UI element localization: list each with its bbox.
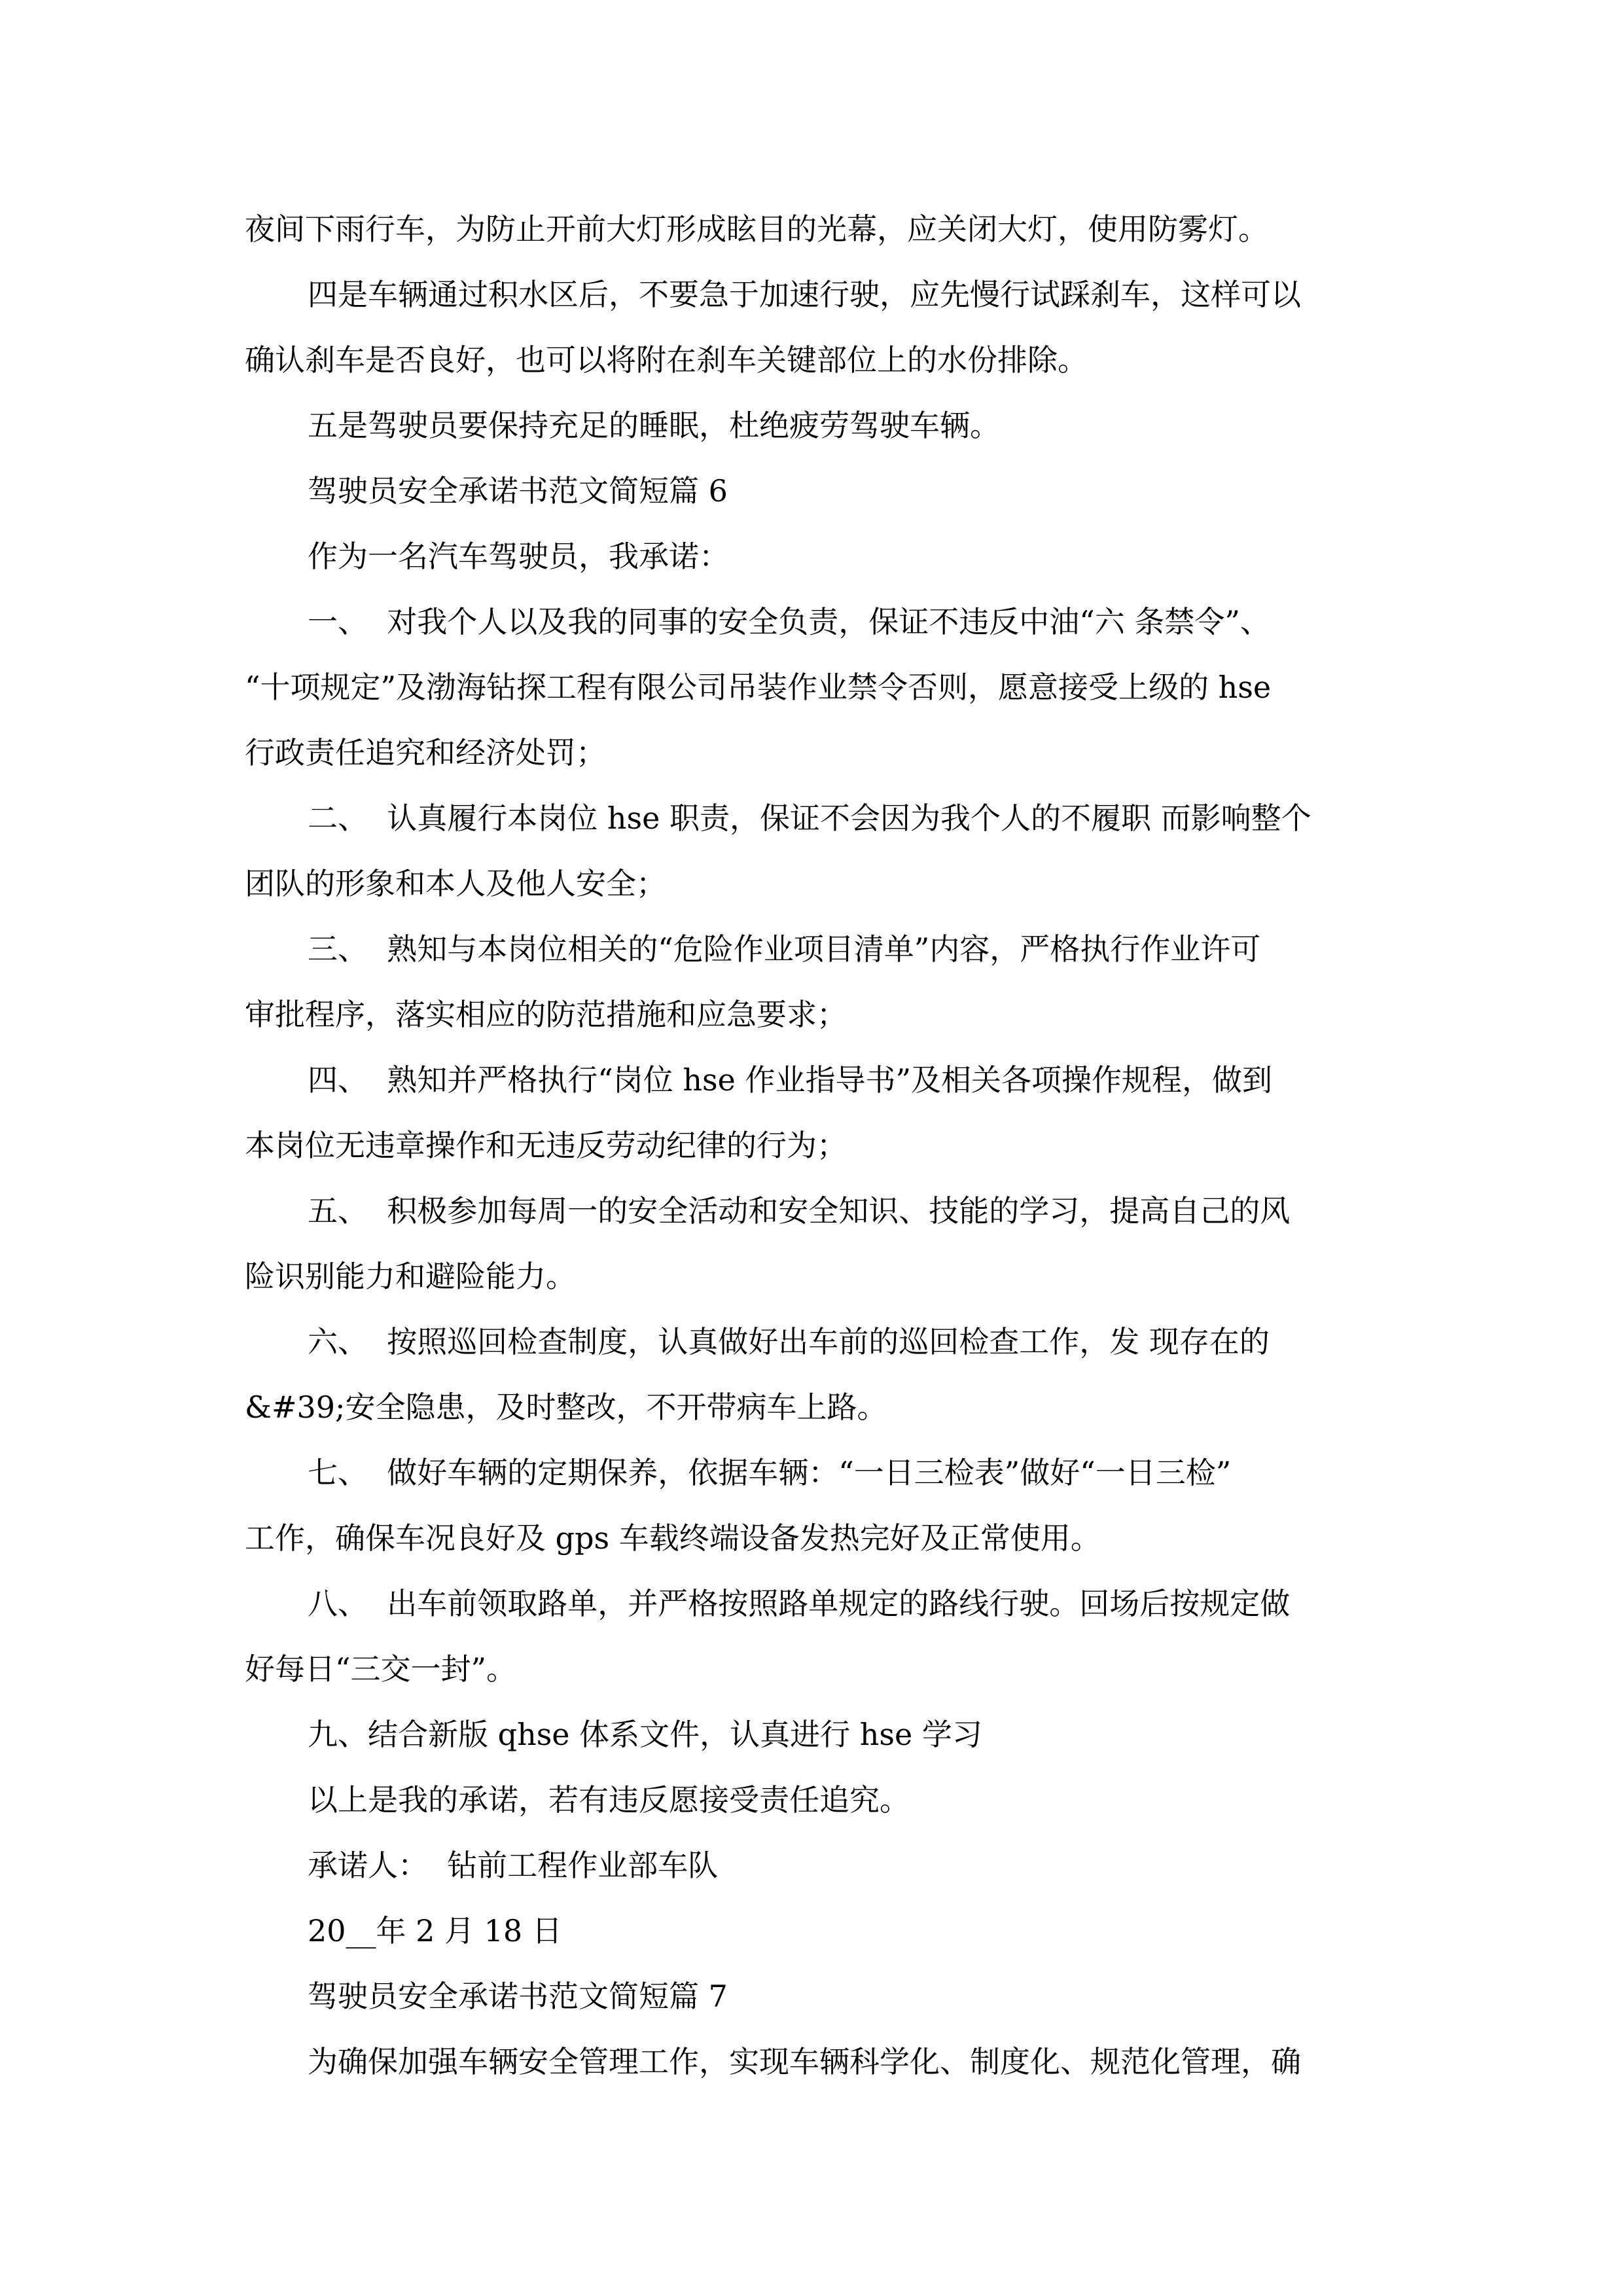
- date-line: 20__年 2 月 18 日: [308, 1913, 562, 1948]
- text-line: 二、 认真履行本岗位 hse 职责，保证不会因为我个人的不履职 而影响整个: [308, 800, 1311, 836]
- text-line: 本岗位无违章操作和无违反劳动纪律的行为；: [245, 1128, 847, 1163]
- signature-line: 承诺人： 钻前工程作业部车队: [308, 1848, 719, 1883]
- text-line: 为确保加强车辆安全管理工作，实现车辆科学化、制度化、规范化管理，确: [308, 2044, 1301, 2079]
- text-line: 九、结合新版 qhse 体系文件，认真进行 hse 学习: [308, 1717, 982, 1752]
- text-line: 审批程序，落实相应的防范措施和应急要求；: [245, 997, 847, 1032]
- text-line: 好每日“三交一封”。: [245, 1651, 517, 1687]
- text-line: 团队的形象和本人及他人安全；: [245, 866, 666, 901]
- text-line: 确认刹车是否良好，也可以将附在刹车关键部位上的水份排除。: [245, 342, 1088, 378]
- text-line: “十项规定”及渤海钻探工程有限公司吊装作业禁令否则，愿意接受上级的 hse: [245, 670, 1272, 705]
- text-line: 五是驾驶员要保持充足的睡眠，杜绝疲劳驾驶车辆。: [308, 408, 1000, 443]
- text-line: 一、 对我个人以及我的同事的安全负责，保证不违反中油“六 条禁令”、: [308, 604, 1270, 639]
- text-line: 三、 熟知与本岗位相关的“危险作业项目清单”内容，严格执行作业许可: [308, 931, 1261, 967]
- text-line: 八、 出车前领取路单，并严格按照路单规定的路线行驶。回场后按规定做: [308, 1586, 1291, 1621]
- text-line: &#39;安全隐患，及时整改，不开带病车上路。: [245, 1390, 887, 1425]
- text-line: 行政责任追究和经济处罚；: [245, 735, 606, 770]
- text-line: 险识别能力和避险能力。: [245, 1259, 576, 1294]
- text-line: 六、 按照巡回检查制度，认真做好出车前的巡回检查工作，发 现存在的: [308, 1324, 1270, 1359]
- text-line: 四是车辆通过积水区后，不要急于加速行驶，应先慢行试踩刹车，这样可以: [308, 277, 1301, 312]
- text-line: 作为一名汽车驾驶员，我承诺：: [308, 539, 729, 574]
- section-heading: 驾驶员安全承诺书范文简短篇 6: [308, 473, 728, 509]
- text-line: 五、 积极参加每周一的安全活动和安全知识、技能的学习，提高自己的风: [308, 1193, 1291, 1229]
- section-heading: 驾驶员安全承诺书范文简短篇 7: [308, 1979, 728, 2014]
- text-line: 夜间下雨行车，为防止开前大灯形成眩目的光幕，应关闭大灯，使用防雾灯。: [245, 211, 1268, 247]
- text-line: 工作，确保车况良好及 gps 车载终端设备发热完好及正常使用。: [245, 1520, 1101, 1556]
- text-line: 四、 熟知并严格执行“岗位 hse 作业指导书”及相关各项操作规程，做到: [308, 1062, 1272, 1098]
- text-line: 以上是我的承诺，若有违反愿接受责任追究。: [308, 1782, 910, 1818]
- text-line: 七、 做好车辆的定期保养，依据车辆：“一日三检表”做好“一日三检”: [308, 1455, 1232, 1490]
